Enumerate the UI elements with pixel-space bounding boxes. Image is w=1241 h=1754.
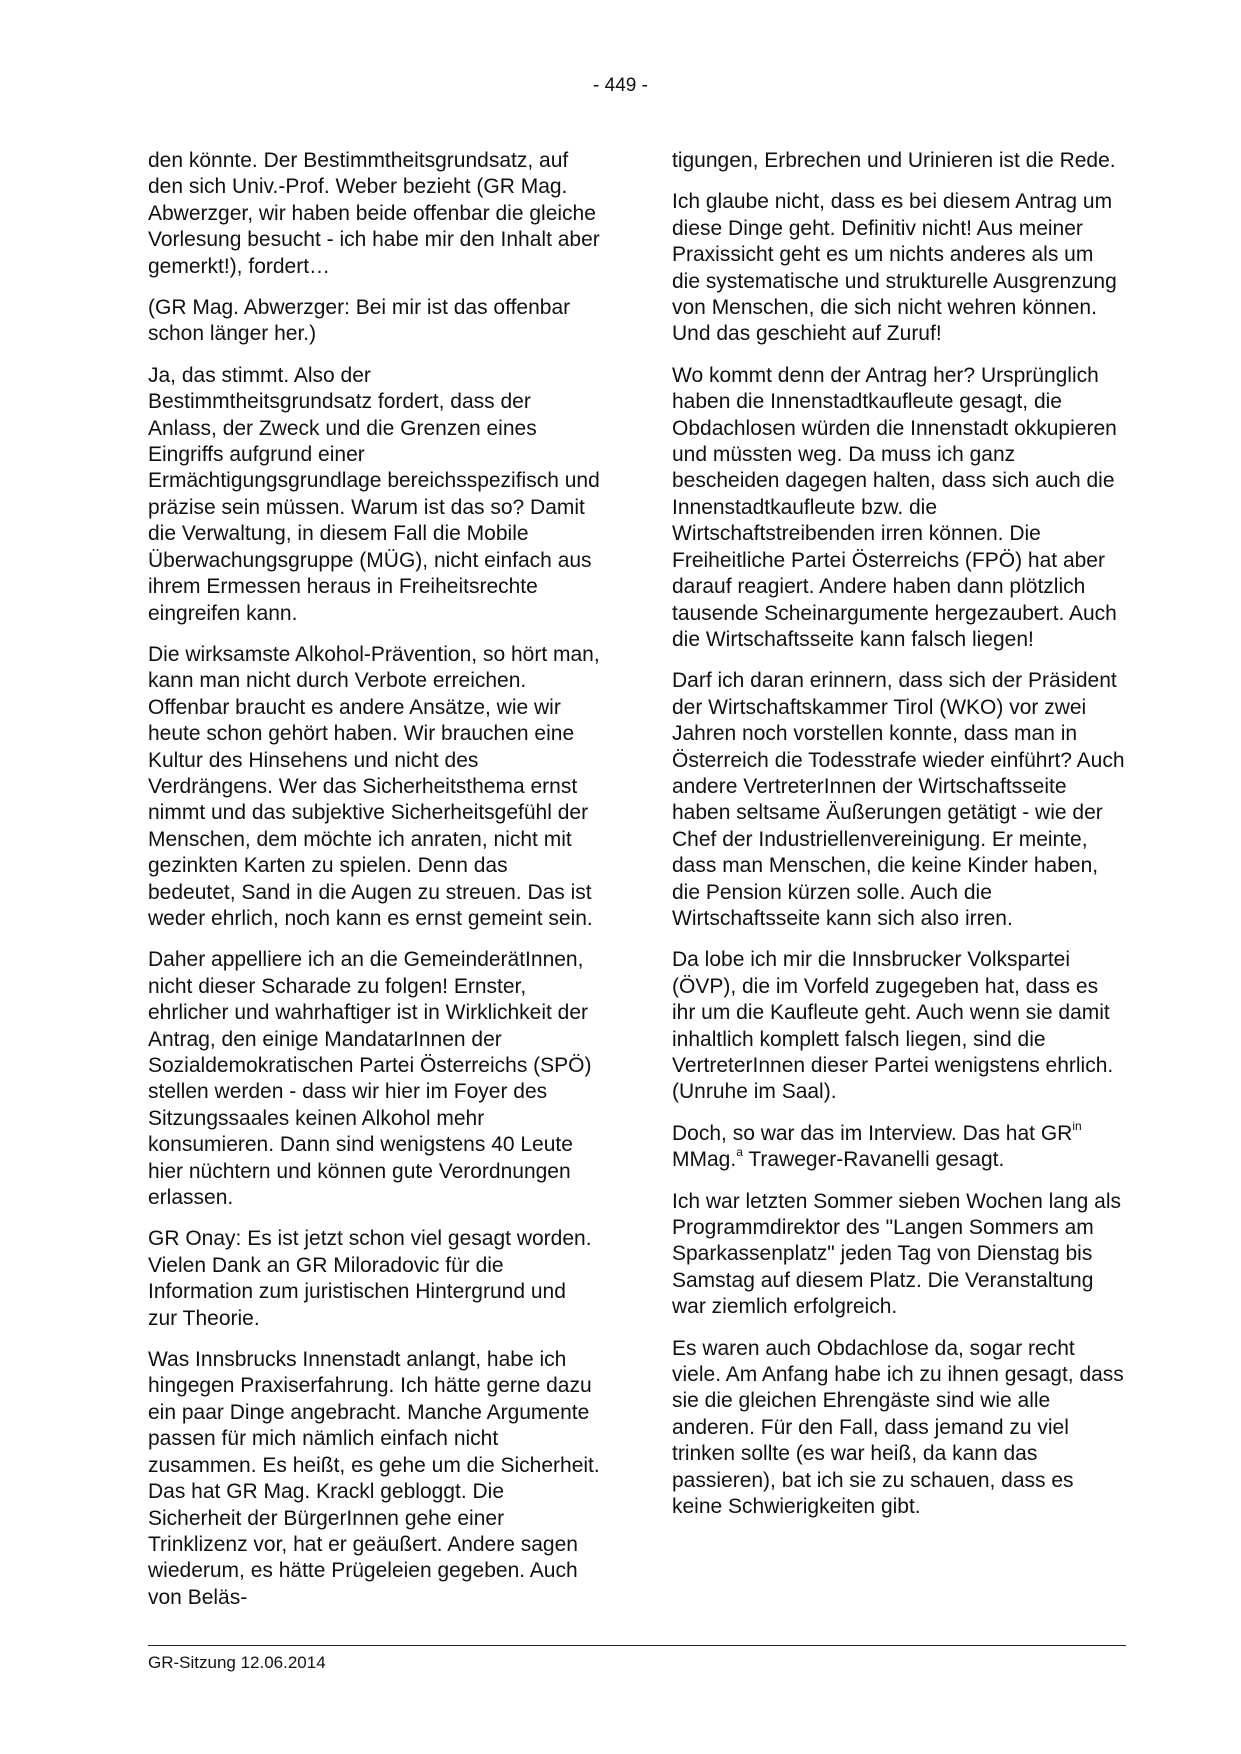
- paragraph: Wo kommt denn der Antrag her? Ursprünglich haben die Innenstadtkaufleute gesagt, die Obdachlosen würden die Innenstadt okkupieren und müssten weg. Da muss ich ganz bescheiden dagegen halten, dass sich auch die Innenstadtkaufleute bzw. die Wirtschaftstreibenden irren können. Die Freiheitliche Partei Österreichs (FPÖ) hat aber darauf reagiert. Andere haben dann plötzlich tausende Scheinargumente hergezaubert. Auch die Wirtschaftsseite kann falsch liegen!: [672, 363, 1117, 651]
- paragraph: (GR Mag. Abwerzger: Bei mir ist das offenbar schon länger her.): [148, 296, 571, 346]
- paragraph: Die wirksamste Alkohol-Prävention, so hört man, kann man nicht durch Verbote erreichen. Offenbar braucht es andere Ansätze, wie wir heute schon gehört haben. Wir brauchen eine Kultur des Hinsehens und nicht des Verdrängens. Wer das Sicherheitsthema ernst nimmt und das subjektive Sicherheitsgefühl der Menschen, dem möchte ich anraten, nicht mit gezinkten Karten zu spielen. Denn das bedeutet, Sand in die Augen zu streuen. Das ist weder ehrlich, noch kann es ernst gemeint sein.: [148, 642, 600, 930]
- text-run: Traweger-Ravanelli gesagt.: [742, 1148, 1005, 1172]
- paragraph: Was Innsbrucks Innenstadt anlangt, habe ich hingegen Praxiserfahrung. Ich hätte gerne dazu ein paar Dinge angebracht. Manche Argumente passen für mich nämlich einfach nicht zusammen. Es heißt, es gehe um die Sicherheit. Das hat GR Mag. Krackl gebloggt. Die Sicherheit der BürgerInnen gehe einer Trinklizenz vor, hat er geäußert. Andere sagen wiederum, es hätte Prügeleien gegeben. Auch von Beläs-: [148, 1348, 600, 1609]
- left-column: [148, 148, 600, 1626]
- paragraph: Ich glaube nicht, dass es bei diesem Antrag um diese Dinge geht. Definitiv nicht! Aus meiner Praxissicht geht es um nichts anderes als um die systematische und strukturelle Ausgrenzung von Menschen, die sich nicht wehren können. Und das geschieht auf Zuruf!: [672, 190, 1117, 346]
- right-column: [672, 148, 1126, 1536]
- paragraph: GR Onay: Es ist jetzt schon viel gesagt worden. Vielen Dank an GR Miloradovic für die Information zum juristischen Hintergrund und zur Theorie.: [148, 1227, 592, 1330]
- footer-session-date: GR-Sitzung 12.06.2014: [148, 1653, 326, 1672]
- text-run: MMag.: [672, 1148, 737, 1172]
- paragraph-interview: [672, 1118, 1126, 1174]
- paragraph: Da lobe ich mir die Innsbrucker Volkspartei (ÖVP), die im Vorfeld zugegeben hat, dass es ihr um die Kaufleute geht. Auch wenn sie damit inhaltlich komplett falsch liegen, sind die VertreterInnen dieser Partei wenigstens ehrlich. (Unruhe im Saal).: [672, 948, 1114, 1104]
- text-run: Doch, so war das im Interview. Das hat GR: [672, 1121, 1073, 1145]
- paragraph: den könnte. Der Bestimmtheitsgrundsatz, auf den sich Univ.-Prof. Weber bezieht (GR Mag. Abwerzger, wir haben beide offenbar die gleiche Vorlesung besucht - ich habe mir den Inhalt aber gemerkt!), fordert…: [148, 149, 600, 278]
- superscript: in: [1072, 1118, 1082, 1133]
- paragraph: Ja, das stimmt. Also der Bestimmtheitsgrundsatz fordert, dass der Anlass, der Zweck und die Grenzen eines Eingriffs aufgrund einer Ermächtigungsgrundlage bereichsspezifisch und präzise sein müssen. Warum ist das so? Damit die Verwaltung, in diesem Fall die Mobile Überwachungsgruppe (MÜG), nicht einfach aus ihrem Ermessen heraus in Freiheitsrechte eingreifen kann.: [148, 363, 600, 625]
- page-number: - 449 -: [593, 75, 648, 96]
- footer-divider: [148, 1645, 1126, 1646]
- paragraph: Ich war letzten Sommer sieben Wochen lang als Programmdirektor des "Langen Sommers am Sparkassenplatz" jeden Tag von Dienstag bis Samstag auf diesem Platz. Die Veranstaltung war ziemlich erfolgreich.: [672, 1189, 1121, 1319]
- paragraph: Darf ich daran erinnern, dass sich der Präsident der Wirtschaftskammer Tirol (WKO) vor zwei Jahren noch vorstellen konnte, dass man in Österreich die Todesstrafe wieder einführt? Auch andere VertreterInnen der Wirtschaftsseite haben seltsame Äußerungen getätigt - wie der Chef der Industriellenvereinigung. Er meinte, dass man Menschen, die keine Kinder haben, die Pension kürzen solle. Auch die Wirtschaftsseite kann sich also irren.: [672, 669, 1125, 930]
- paragraph: Es waren auch Obdachlose da, sogar recht viele. Am Anfang habe ich zu ihnen gesagt, dass sie die gleichen Ehrengäste sind wie alle anderen. Für den Fall, dass jemand zu viel trinken sollte (es war heiß, da kann das passieren), bat ich sie zu schauen, dass es keine Schwierigkeiten gibt.: [672, 1336, 1124, 1519]
- paragraph: tigungen, Erbrechen und Urinieren ist die Rede.: [672, 149, 1116, 172]
- superscript: a: [736, 1145, 743, 1160]
- paragraph: Daher appelliere ich an die GemeinderätInnen, nicht dieser Scharade zu folgen! Ernster, ehrlicher und wahrhaftiger ist in Wirklichkeit der Antrag, den einige MandatarInnen der Sozialdemokratischen Partei Österreichs (SPÖ) stellen werden - dass wir hier im Foyer des Sitzungssaales keinen Alkohol mehr konsumieren. Dann sind wenigstens 40 Leute hier nüchtern und können gute Verordnungen erlassen.: [148, 948, 592, 1210]
